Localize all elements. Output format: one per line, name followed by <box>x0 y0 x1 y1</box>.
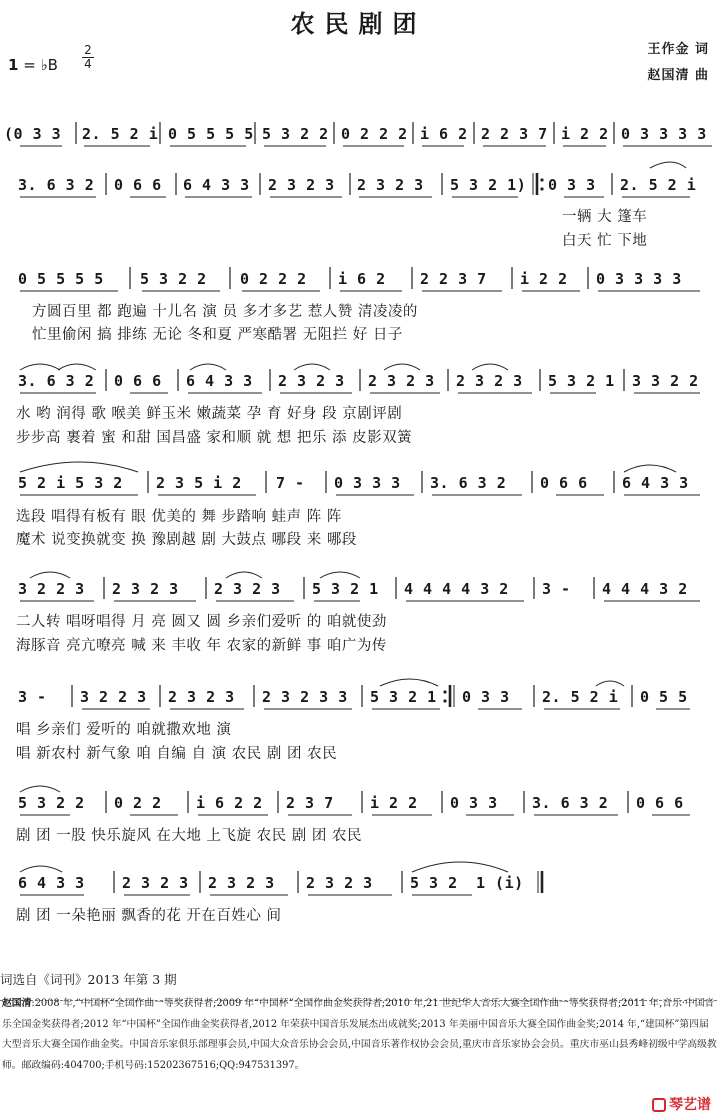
system-9-measure-1: 6 4 3 3 <box>18 874 85 892</box>
system-4-measure-4: 2 3 2 3 <box>278 372 345 390</box>
system-8-lyric-1: 剧 团 一股 快乐旋风 在大地 上飞旋 农民 剧 团 农民 <box>16 828 362 844</box>
system-8-measure-3: i 6 2 2 <box>196 794 263 812</box>
system-6-lyric-1: 二人转 唱呀唱得 月 亮 圆又 圆 乡亲们爱听 的 咱就使劲 <box>16 614 387 630</box>
system-8-measure-2: 0 2 2 <box>114 794 162 812</box>
system-5-measure-6: 0 6 6 <box>540 474 588 492</box>
system-9-measure-2: 2 3 2 3 <box>122 874 189 892</box>
system-2-measure-7: 0 3 3 <box>548 176 596 194</box>
system-4-lyric-2: 步步高 裹着 蜜 和甜 国昌盛 家和顺 就 想 把乐 添 皮影双簧 <box>16 430 413 446</box>
system-5-lyric-2: 魔术 说变换就变 换 豫剧越 剧 大鼓点 哪段 来 哪段 <box>16 532 357 548</box>
system-7-measure-4: 2 3 2 3 3 <box>262 688 348 706</box>
system-1-measure-3: 0 5 5 5 5 <box>168 125 254 143</box>
system-3-lyric-1: 方圆百里 都 跑遍 十儿名 演 员 多才多艺 惹人赞 清凌凌的 <box>32 304 418 320</box>
system-2-measure-8: 2. 5 2 i <box>620 176 697 194</box>
system-9-measure-6: 1 (i) <box>476 874 524 892</box>
repeat-dots <box>443 178 543 702</box>
system-4-measure-3: 6 4 3 3 <box>186 372 253 390</box>
system-2-measure-2: 0 6 6 <box>114 176 162 194</box>
system-6-lyric-2: 海豚音 亮亢嘹亮 喊 来 丰收 年 农家的新鲜 事 咱广为传 <box>16 638 387 654</box>
system-2-lyric-2: 白天 忙 下地 <box>562 233 648 249</box>
system-4-measure-2: 0 6 6 <box>114 372 162 390</box>
system-5-measure-7: 6 4 3 3 <box>622 474 689 492</box>
system-8-measure-7: 3. 6 3 2 <box>532 794 609 812</box>
composer-bio: 赵国清:2008 年,“中国杯”全国作曲一等奖获得者;2009 年“中国杯”全国作曲金奖获得者;2010 年,21 世纪华人音乐大赛全国作曲一等奖获得者;2011 年,音乐·中国音乐全国金奖获得者;2012 年“中国杯”全国作曲金奖获得者,2012 年荣获中国音乐发展杰出成就奖;2013 年美丽中国音乐大赛全国作曲金奖;2014 年,“建国杯”第四届大型音乐大赛全国作曲金奖。中国音乐家俱乐部理事会员,中国大众音乐协会会员,中国音乐著作权协会会员,重庆市音乐家协会会员。重庆市巫山县秀峰初级中学高级教师。邮政编码:404700;手机号码:15202367516;QQ:947531397。 <box>2 998 717 1071</box>
system-8-measure-5: i 2 2 <box>370 794 418 812</box>
system-7-measure-5: 5 3 2 1 <box>370 688 437 706</box>
system-5-measure-4: 0 3 3 3 <box>334 474 401 492</box>
system-1-measure-2: 2. 5 2 i <box>82 125 159 143</box>
system-1-measure-6: i 6 2 <box>420 125 468 143</box>
system-4-measure-7: 5 3 2 1 <box>548 372 615 390</box>
system-7-measure-3: 2 3 2 3 <box>168 688 235 706</box>
system-8-measure-1: 5 3 2 2 <box>18 794 85 812</box>
system-6-measure-7: 4 4 4 3 2 <box>602 580 688 598</box>
system-5-measure-5: 3. 6 3 2 <box>430 474 507 492</box>
system-5-lyric-1: 选段 唱得有板有 眼 优美的 舞 步踏响 蛙声 阵 阵 <box>16 509 342 525</box>
system-9-measure-5: 5 3 2 <box>410 874 458 892</box>
system-9-lyric-1: 剧 团 一朵艳丽 飘香的花 开在百姓心 间 <box>16 908 282 924</box>
site-logo: 琴艺谱 <box>652 1094 711 1114</box>
system-1-measure-5: 0 2 2 2 <box>341 125 408 143</box>
system-1-measure-7: 2 2 3 7 <box>481 125 548 143</box>
system-1-measure-9: 0 3 3 3 3 <box>621 125 707 143</box>
system-3-measure-6: i 2 2 <box>520 270 568 288</box>
time-signature: 2 4 <box>82 44 94 71</box>
system-6-measure-3: 2 3 2 3 <box>214 580 281 598</box>
system-3-lyric-2: 忙里偷闲 搞 排练 无论 冬和夏 严寒酷署 无阻拦 好 日子 <box>32 327 403 343</box>
system-4-measure-6: 2 3 2 3 <box>456 372 523 390</box>
system-2-measure-1: 3. 6 3 2 <box>18 176 95 194</box>
system-2-measure-4: 2 3 2 3 <box>268 176 335 194</box>
system-4-lyric-1: 水 哟 润得 歌 喉美 鲜玉米 嫩蔬菜 孕 育 好身 段 京剧评剧 <box>16 406 403 422</box>
system-1-measure-1: (0 3 3 <box>4 125 62 143</box>
system-5-measure-1: 5 2 i 5 3 2 <box>18 474 123 492</box>
system-1-measure-8: i 2 2 <box>561 125 609 143</box>
song-title: 农民剧团 <box>290 9 427 38</box>
system-8-measure-8: 0 6 6 <box>636 794 684 812</box>
system-7-measure-7: 2. 5 2 i <box>542 688 619 706</box>
system-2-lyric-1: 一辆 大 篷车 <box>562 209 648 225</box>
system-7-measure-1: 3 - <box>18 688 47 706</box>
slurs <box>20 162 686 872</box>
lyricist-credit: 王作金 词 <box>647 42 709 57</box>
system-3-measure-4: i 6 2 <box>338 270 386 288</box>
source-note: 词选自《词刊》2013 年第 3 期 <box>0 972 177 987</box>
system-4-measure-8: 3 3 2 2 <box>632 372 699 390</box>
system-6-measure-2: 2 3 2 3 <box>112 580 179 598</box>
system-6-measure-1: 3 2 2 3 <box>18 580 85 598</box>
system-3-measure-1: 0 5 5 5 5 <box>18 270 104 288</box>
key-signature: 1 = ♭B <box>8 56 58 74</box>
system-7-measure-6: 0 3 3 <box>462 688 510 706</box>
system-2-measure-6: 5 3 2 1) <box>450 176 527 194</box>
system-3-measure-3: 0 2 2 2 <box>240 270 307 288</box>
logo-icon <box>652 1098 666 1112</box>
system-5-measure-2: 2 3 5 i 2 <box>156 474 242 492</box>
system-7-measure-8: 0 5 5 <box>640 688 688 706</box>
system-9-measure-3: 2 3 2 3 <box>208 874 275 892</box>
system-3-measure-2: 5 3 2 2 <box>140 270 207 288</box>
system-1-measure-4: 5 3 2 2 <box>262 125 329 143</box>
system-2-measure-5: 2 3 2 3 <box>357 176 424 194</box>
system-7-lyric-1: 唱 乡亲们 爱听的 咱就撒欢地 演 <box>16 722 232 738</box>
system-4-measure-1: 3. 6 3 2 <box>18 372 95 390</box>
system-8-measure-6: 0 3 3 <box>450 794 498 812</box>
system-3-measure-5: 2 2 3 7 <box>420 270 487 288</box>
system-5-measure-3: 7 - <box>276 474 305 492</box>
composer-credit: 赵国清 曲 <box>647 68 709 83</box>
system-4-measure-5: 2 3 2 3 <box>368 372 435 390</box>
system-7-lyric-2: 唱 新农村 新气象 咱 自编 自 演 农民 剧 团 农民 <box>16 746 338 762</box>
system-6-measure-4: 5 3 2 1 <box>312 580 379 598</box>
system-6-measure-5: 4 4 4 4 3 2 <box>404 580 509 598</box>
system-3-measure-7: 0 3 3 3 3 <box>596 270 682 288</box>
system-9-measure-4: 2 3 2 3 <box>306 874 373 892</box>
system-8-measure-4: 2 3 7 <box>286 794 334 812</box>
system-6-measure-6: 3 - <box>542 580 571 598</box>
system-7-measure-2: 3 2 2 3 <box>80 688 147 706</box>
system-2-measure-3: 6 4 3 3 <box>183 176 250 194</box>
beams <box>20 146 712 895</box>
